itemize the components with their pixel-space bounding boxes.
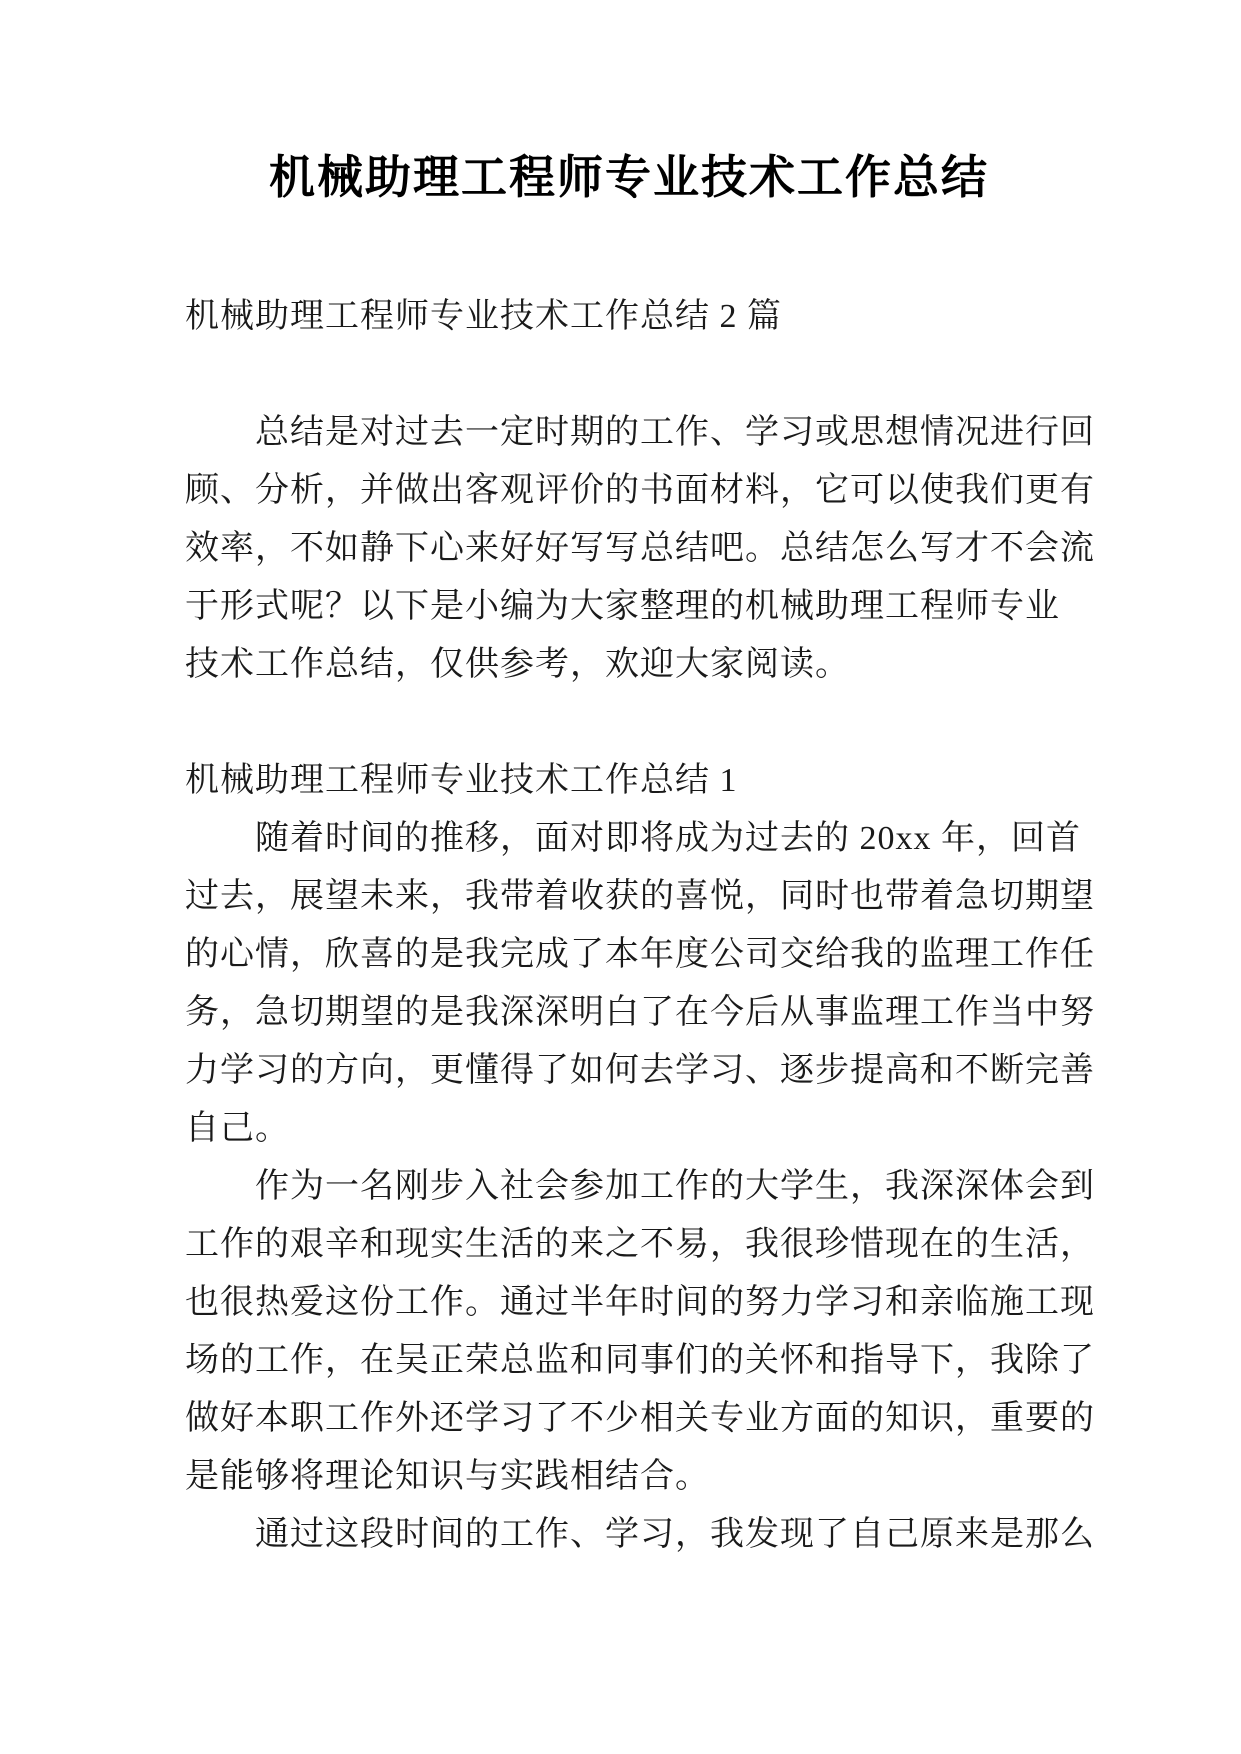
text-line: 效率，不如静下心来好好写写总结吧。总结怎么写才不会流 [185,530,1095,567]
text-line: 顾、分析，并做出客观评价的书面材料，它可以使我们更有 [185,472,1095,509]
text-line: 也很热爱这份工作。通过半年时间的努力学习和亲临施工现 [185,1284,1095,1321]
text-line: 于形式呢？以下是小编为大家整理的机械助理工程师专业 [185,588,1060,625]
paragraph [185,810,1095,1158]
text-line: 务，急切期望的是我深深明白了在今后从事监理工作当中努 [185,994,1095,1031]
text-line: 是能够将理论知识与实践相结合。 [185,1458,710,1495]
text-line: 力学习的方向，更懂得了如何去学习、逐步提高和不断完善 [185,1052,1095,1089]
paragraph [185,404,1095,694]
text-line: 做好本职工作外还学习了不少相关专业方面的知识，重要的 [185,1400,1095,1437]
text-line: 场的工作，在吴正荣总监和同事们的关怀和指导下，我除了 [185,1342,1095,1379]
paragraph [185,1158,1095,1506]
text-line: 技术工作总结，仅供参考，欢迎大家阅读。 [185,646,850,683]
text-line: 的心情，欣喜的是我完成了本年度公司交给我的监理工作任 [185,936,1095,973]
text-line: 总结是对过去一定时期的工作、学习或思想情况进行回 [255,414,1095,451]
text-line: 机械助理工程师专业技术工作总结 1 [185,762,738,799]
text-line: 随着时间的推移，面对即将成为过去的 20xx 年，回首 [255,820,1081,857]
text-line: 作为一名刚步入社会参加工作的大学生，我深深体会到 [255,1168,1095,1205]
document-title: 机械助理工程师专业技术工作总结 [269,152,989,203]
text-line: 通过这段时间的工作、学习，我发现了自己原来是那么 [255,1516,1095,1553]
paragraph [185,1506,1095,1564]
text-line: 过去，展望未来，我带着收获的喜悦，同时也带着急切期望 [185,878,1095,915]
section-heading [185,752,1073,810]
document-subtitle: 机械助理工程师专业技术工作总结 2 篇 [185,298,782,335]
text-line: 自己。 [185,1110,290,1147]
document-body [185,404,1095,1564]
text-line: 工作的艰辛和现实生活的来之不易，我很珍惜现在的生活， [185,1226,1095,1263]
